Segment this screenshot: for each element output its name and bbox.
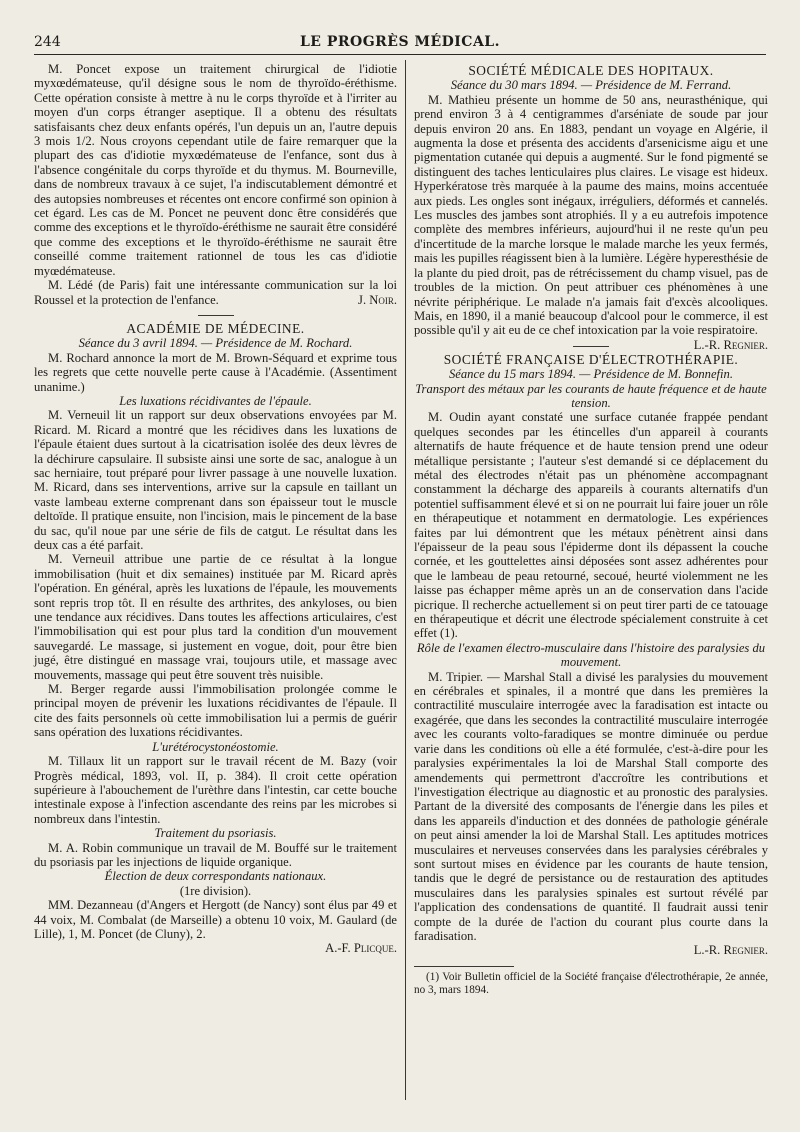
rochard-paragraph: M. Rochard annonce la mort de M. Brown-Séquard et exprime tous les regrets que cette nouvelle perte cause à l'Académie. (Assentiment unanime.) xyxy=(34,350,397,394)
subhead-election: Élection de deux correspondants nationaux. xyxy=(104,869,327,884)
signature-regnier-1: L.-R. Regnier. xyxy=(693,337,768,352)
running-title: LE PROGRÈS MÉDICAL. xyxy=(299,34,501,50)
subhead-division: (1re division). xyxy=(179,883,252,898)
section-separator xyxy=(198,315,234,316)
subhead-examen: Rôle de l'examen électro-musculaire dans l'histoire des paralysies du mouvement. xyxy=(416,640,766,670)
verneuil-paragraph: M. Verneuil lit un rapport sur deux observations envoyées par M. Ricard. M. Ricard a montré que les récidives dans les luxations de l'épaule étaient dues surtout à la cicatrisation isolée des deux lèvres de la déchirure capsulaire. Il subsiste ainsi une sorte de sac, analogue à un sac herniaire, tout préparé pour livrer passage à une nouvelle luxation. M. Ricard, dans ses interventions, arrive sur la capsule en taillant un vaste lambeau externe comprenant dans son épaisseur tout le muscle deltoïde. Il pratique ensuite, non l'incision, mais le pincement de la base du sac, qu'il noue par une série de fils de catgut. Le résultat dans les deux cas a été parfait. xyxy=(34,408,397,552)
subhead-psoriasis: Traitement du psoriasis. xyxy=(154,826,277,841)
section-separator-right xyxy=(573,346,609,347)
signature-regnier-2: L.-R. Regnier. xyxy=(693,943,768,958)
subhead-transport: Transport des métaux par les courants de haute fréquence et de haute tension. xyxy=(415,381,767,410)
column-divider xyxy=(405,60,406,1100)
poncet-paragraph: M. Poncet expose un traitement chirurgical de l'idiotie myxœdémateuse, qu'il désigne sous le nom de thyroïdo-éréthisme. Cette opération consiste à mettre à nu le corps thyroïde et à l'irriter au moyen d'un corps étranger aseptique. Il a obtenu des résultats satisfaisants chez deux enfants opérés, l'un depuis un an, l'autre depuis 3 mois 1/2. Nous croyons cependant utile de faire remarquer que la plupart des cas d'idiotie myxœdémateuse de l'enfance, sont dus à l'absence congénitale du corps thyroïde et du thymus. M. Bourneville, dans de nombreux travaux à ce sujet, l'a indiscutablement démontré et des autopsies nombreuses et récentes ont encore confirmé son opinion à cet égard. Les cas de M. Poncet ne peuvent donc être considérés que comme des exceptions et le thyroïdo-éréthisme ne saurait être considéré que comme des exceptions et le thyroïdo-éréthisme ne saurait être conseillé comme traitement rationnel de tous les cas d'idiotie myœdémateuse. xyxy=(34,62,397,278)
electro-seance: Séance du 15 mars 1894. — Présidence de M. Bonnefin. xyxy=(449,367,733,382)
academie-seance: Séance du 3 avril 1894. — Présidence de M. Rochard. xyxy=(78,336,353,351)
subhead-ureterocysto: L'urétérocystonéostomie. xyxy=(152,739,279,754)
tripier-paragraph: M. Tripier. — Marshal Stall a divisé les paralysies du mouvement en cérébrales et spinales, il a montré que dans les premières la contractilité musculaire interrogée avec la faradisation est intacte ou exagérée, que dans les secondes la contractilité musculaire interrogée avec les courants volto-faradiques se montre diminuée ou perdue varie dans les conditions où elle a été formulée, c'est-à-dire pour les paralysies expérimentales la loi de Marshal Stall comporte des amendements qui permettront d'accroître les contributions et l'investigation électrique au diagnostic et au pronostic des paralysies. Partant de la diversité des composants de l'énergie dans les piles et dans les appareils d'induction et des données de pathologie générale on peut ainsi amender la loi de Marshal Stall. Les aptitudes motrices musculaires et nerveuses conservées dans les paralysies cérébrales y sont surtout mises en évidence par les courants de haute tension, tandis que le degré de persistance ou de restauration des aptitudes musculaires dans les paralysies spinales est surtout révélé par l'application des condensations de quantité. Il faudrait aussi tenir compte de la durée de l'action du courant plus courte dans la faradisation. xyxy=(414,669,768,943)
lede-paragraph xyxy=(34,278,397,307)
footnote: (1) Voir Bulletin officiel de la Société française d'électrothérapie, 2e année, no 3, mars 1894. xyxy=(414,970,768,996)
academie-title: ACADÉMIE DE MÉDECINE. xyxy=(126,320,305,336)
hopitaux-title: SOCIÉTÉ MÉDICALE DES HOPITAUX. xyxy=(468,63,714,78)
election-paragraph: MM. Dezanneau (d'Angers et Hergott (de Nancy) sont élus par 49 et 44 voix, M. Combalat (de Marseille) a obtenu 10 voix, M. Gaulard (de Lille), 1, M. Poncet (de Cluny), 2. xyxy=(34,898,397,941)
hopitaux-seance: Séance du 30 mars 1894. — Présidence de M. Ferrand. xyxy=(450,78,732,93)
berger-paragraph: M. Berger regarde aussi l'immobilisation prolongée comme le principal moyen de prévenir les luxations récidivantes de l'épaule. Il cite des faits personnels où cette immobilisation lui a permis de guérir sans opération des luxations récidivantes. xyxy=(34,682,397,740)
footnote-rule xyxy=(414,966,514,967)
page-number: 244 xyxy=(34,34,61,50)
signature-noir: J. Noir. xyxy=(358,292,397,307)
mathieu-text: M. Mathieu présente un homme de 50 ans, neurasthénique, qui prend environ 3 à 4 centigrammes d'arséniate de soude par jour depuis environ 20 ans. En 1883, pendant un voyage en Algérie, il augmenta la dose et présenta des accidents d'arsenicisme aigu et une pigmentation cutanée qui depuis a augmenté. Sur le fond pigmenté se distinguent des taches lenticulaires plus claires. Le visage est hideux. Hyperkératose très marquée à la paume des mains, moins accentuée aux pieds. Les ongles sont inégaux, irréguliers, déformés et cannelés. Les muscles des jambes sont atrophiés. Il y a eu autrefois impotence complète des membres inférieurs, aujourd'hui il ne reste qu'un peu d'incertitude de la marche lorsque le malade marche les yeux fermés, mais les pupilles réagissent bien à la lumière. Légère hyperesthésie de la plante du pied droit, pas de rétrécissement du champ visuel, pas de troubles de la miction. On peut attribuer ces phénomènes à une névrite périphérique. Le malade n'a jamais fait d'excès alcooliques. Mais, en 1890, il a manié beaucoup d'alcool pour le commerce, il est possible qu'il y ait eu de ce chef intoxication par la voie respiratoire. xyxy=(414,92,768,338)
oudin-paragraph: M. Oudin ayant constaté une surface cutanée frappée pendant quelques secondes par les étincelles d'un appareil à courants alternatifs de haute fréquence et de haute tension prend une odeur métallique persistante ; l'auteur s'est demandé si ce déplacement du métal des électrodes n'était pas un phénomène accompagnant constamment la décharge des appareils à courants alternatifs d'un potentiel suffisamment élevé et si on ne pourrait lui faire jouer un rôle en thérapeutique et notamment en dermatologie. Les expériences faites par lui démontrent que les métaux pénètrent ainsi dans l'épaisseur de la peau sous l'épiderme dont ils dépassent la couche cornée, et les gouttelettes ainsi déposées sont assez adhérentes pour que le lambeau de peau retourné, secoué, heurté violemment ne les laisse pas échapper même après un an de conservation dans l'acide picrique. Il recherche actuellement si on peut tirer parti de ce tatouage en thérapeutique et décrit une électrode spécialement construite à cet effet (1). xyxy=(414,410,768,641)
verneuil-second-paragraph: M. Verneuil attribue une partie de ce résultat à la longue immobilisation (huit et dix semaines) instituée par M. Ricard après l'opération. En général, après les luxations de l'épaule, les mouvements sont repris trop tôt. Il en résulte des arthrites, des ankyloses, ou bien une tendance aux récidives. Dans toutes les affections articulaires, c'est l'immobilisation qui est pour plus tard la condition d'un mouvement sauvegardé. Le massage, si justement en vogue, doit, pour être bien jugé, être distingué en massage vrai, toujours utile, et massage avec mouvements, massage qui peut être souvent très nuisible. xyxy=(34,552,397,682)
tillaux-paragraph: M. Tillaux lit un rapport sur le travail récent de M. Bazy (voir Progrès médical, 1893, vol. II, p. 384). Il croit cette opération supérieure à l'abouchement de l'urèthre dans l'intestin, car cette bouche intestinale expose à l'infection ascendante des reins par les microbes si nombreux dans l'intestin. xyxy=(34,754,397,826)
electro-title: SOCIÉTÉ FRANÇAISE D'ÉLECTROTHÉRAPIE. xyxy=(443,351,739,367)
header-rule xyxy=(34,54,766,55)
page-header xyxy=(34,32,766,54)
signature-plicque: A.-F. Plicque. xyxy=(325,941,397,956)
subhead-luxations: Les luxations récidivantes de l'épaule. xyxy=(119,393,312,408)
lede-text: M. Lédé (de Paris) fait une intéressante communication sur la loi Roussel et la protection de l'enfance. xyxy=(34,278,397,307)
left-column xyxy=(34,62,397,956)
mathieu-paragraph xyxy=(414,92,768,352)
robin-paragraph: M. A. Robin communique un travail de M. Bouffé sur le traitement du psoriasis par les injections de liquide organique. xyxy=(34,840,397,869)
right-column xyxy=(414,62,768,997)
